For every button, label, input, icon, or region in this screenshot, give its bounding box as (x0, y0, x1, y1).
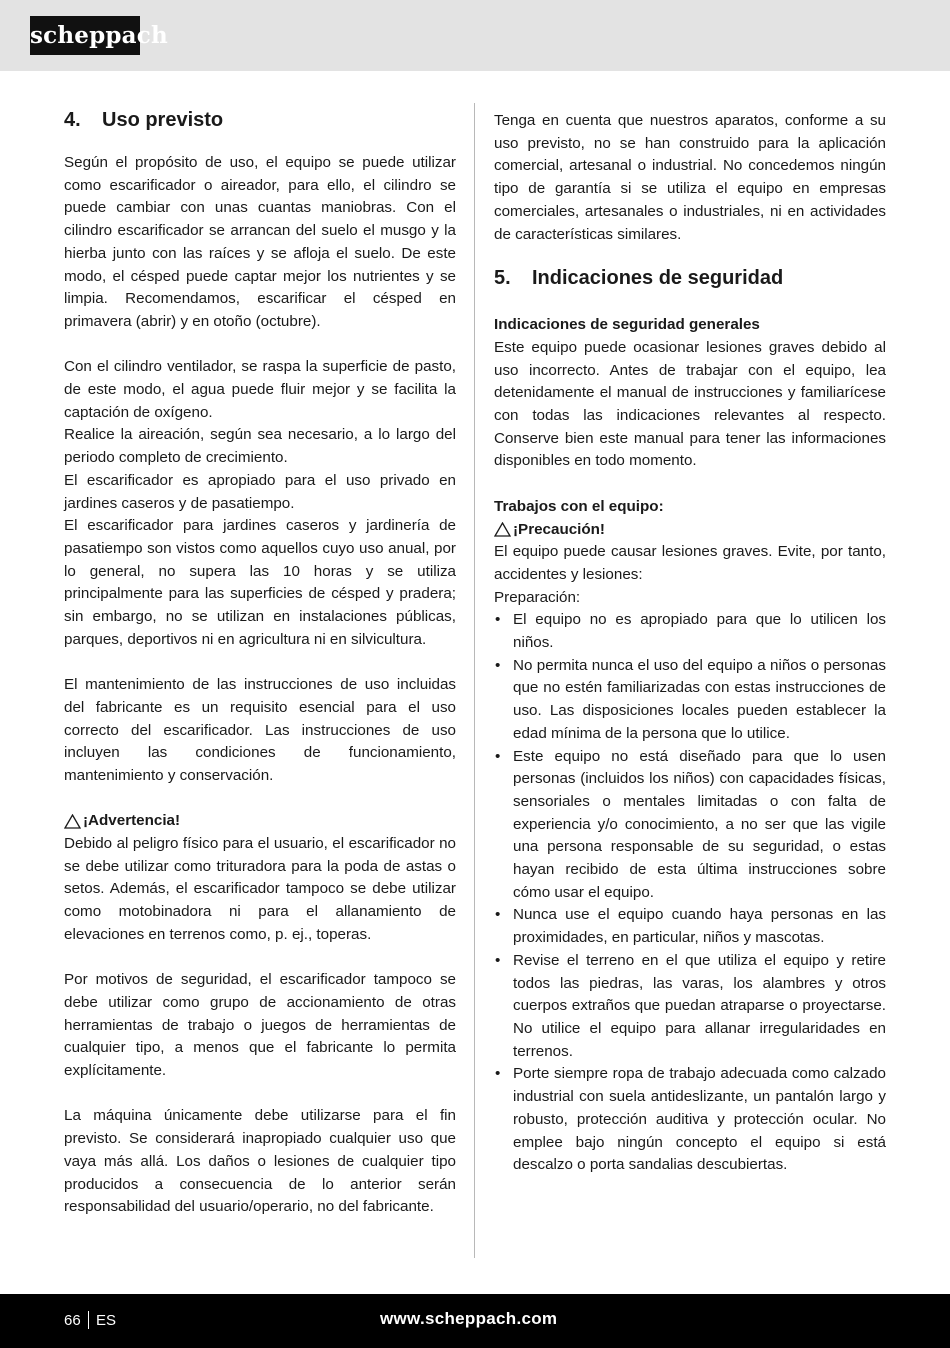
section-title: Uso previsto (102, 109, 224, 131)
section-number: 4. (64, 109, 81, 131)
website-link[interactable]: www.scheppach.com (380, 1309, 558, 1328)
list-item: • El equipo no es apropiado para que lo utilicen los niños. (494, 609, 886, 654)
subheading: Trabajos con el equipo: (494, 497, 664, 515)
warning-title: ¡Advertencia! (83, 812, 181, 830)
paragraph: Tenga en cuenta que nuestros aparatos, conforme a su uso previsto, no se han construido para la aplicación comercial, artesanal o industrial. No concedemos ningún tipo de garantía si se utiliza el equipo en empresas comerciales, artesanales o industriales, ni en actividades de características similares. (494, 112, 886, 243)
list-item: • No permita nunca el uso del equipo a niños o personas que no estén familiarizadas con estas instrucciones de uso. Las disposiciones locales pueden establecer la edad mínima de la persona que lo utilice. (494, 655, 886, 746)
footer-separator (88, 1311, 89, 1329)
paragraph: Con el cilindro ventilador, se raspa la superficie de pasto, de este modo, el agua puede fluir mejor y se facilita la captación de oxígeno. (64, 358, 456, 421)
list-item: • Nunca use el equipo cuando haya personas en las proximidades, en particular, niños y mascotas. (494, 904, 886, 949)
paragraph: Realice la aireación, según sea necesario, a lo largo del periodo completo de crecimiento. (64, 426, 456, 467)
paragraph: Preparación: (494, 588, 581, 606)
column-divider (474, 103, 475, 1258)
right-column (494, 110, 886, 1177)
warning-heading (64, 810, 456, 833)
left-column (64, 108, 456, 1219)
page-number: 66 (64, 1312, 81, 1329)
paragraph: Según el propósito de uso, el equipo se puede utilizar como escarificador o aireador, para ello, el cilindro se puede cambiar con unas cuantas maniobras. Con el cilindro escarificador se arrancan del suelo el musgo y la hierba junto con las raíces y se afloja el suelo. De este modo, el césped puede captar mejor los nutrientes y se limpia. Recomendamos, escarificar el césped en primavera (abrir) y en otoño (octubre). (64, 154, 456, 330)
footer-bar (0, 1294, 950, 1348)
caution-title: ¡Precaución! (513, 520, 605, 538)
paragraph: Debido al peligro físico para el usuario, el escarificador no se debe utilizar como trituradora para la poda de astas o setos. Además, el escarificador tampoco se debe utilizar como motobinadora ni para el allanamiento de elevaciones en terrenos como, p. ej., toperas. (64, 835, 456, 943)
list-item: • Porte siempre ropa de trabajo adecuada como calzado industrial con suela antideslizante, un pantalón largo y robusto, protección auditiva y protección ocular. No emplee bajo ningún concepto el equipo si está descalzo o porta sandalias descubiertas. (494, 1063, 886, 1177)
paragraph: La máquina únicamente debe utilizarse para el fin previsto. Se considerará inapropiado cualquier uso que vaya más allá. Los daños o lesiones de cualquier tipo producidos a consecuencia de lo anterior serán responsabilidad del usuario/operario, no del fabricante. (64, 1107, 456, 1216)
paragraph: El escarificador para jardines caseros y jardinería de pasatiempo son vistos como aquellos cuyo uso anual, por lo general, no supera las 10 horas y se utiliza principalmente para las superficies de césped y pradera; sin embargo, no se utilizan en instalaciones públicas, parques, deportivos ni en agricultura ni en silvicultura. (64, 517, 456, 648)
caution-heading (494, 519, 886, 542)
paragraph: Por motivos de seguridad, el escarificador tampoco se debe utilizar como grupo de accionamiento de otras herramientas de trabajo o juegos de herramientas de cualquier tipo, a menos que el fabricante lo permita explícitamente. (64, 971, 456, 1080)
brand-logo: scheppach (30, 16, 140, 55)
subheading: Indicaciones de seguridad generales (494, 316, 760, 334)
warning-triangle-icon (64, 814, 81, 829)
section-heading-4 (64, 108, 456, 132)
list-item: • Este equipo no está diseñado para que lo usen personas (incluidos los niños) con capacidades físicas, sensoriales o mentales limitadas o con falta de experiencia y/o conocimiento, a no ser que las vigile una persona responsable de su seguridad, o estas hayan recibido de esta última instrucciones sobre cómo usar el equipo. (494, 746, 886, 905)
header-band (0, 0, 950, 71)
warning-triangle-icon (494, 522, 511, 537)
section-heading-5 (494, 266, 886, 290)
paragraph: El equipo puede causar lesiones graves. Evite, por tanto, accidentes y lesiones: (494, 543, 886, 583)
paragraph: El mantenimiento de las instrucciones de uso incluidas del fabricante es un requisito esencial para el uso correcto del escarificador. Las instrucciones de uso incluyen las condiciones de funcionamiento, mantenimiento y conservación. (64, 676, 456, 784)
language-code: ES (96, 1312, 117, 1329)
section-number: 5. (494, 267, 511, 290)
bullet-list (494, 609, 886, 1177)
section-title: Indicaciones de seguridad (532, 267, 784, 290)
paragraph: Este equipo puede ocasionar lesiones graves debido al uso incorrecto. Antes de trabajar con el equipo, lea detenidamente el manual de instrucciones y familiarícese con todas las indicaciones relevantes al respecto. Conserve bien este manual para tener las informaciones disponibles en todo momento. (494, 338, 886, 470)
list-item: • Revise el terreno en el que utiliza el equipo y retire todos las piedras, las varas, los alambres y otros cuerpos extraños que puedan atraparse o proyectarse. No utilice el equipo para allanar irregularidades en terrenos. (494, 950, 886, 1064)
paragraph: El escarificador es apropiado para el uso privado en jardines caseros y de pasatiempo. (64, 471, 456, 512)
